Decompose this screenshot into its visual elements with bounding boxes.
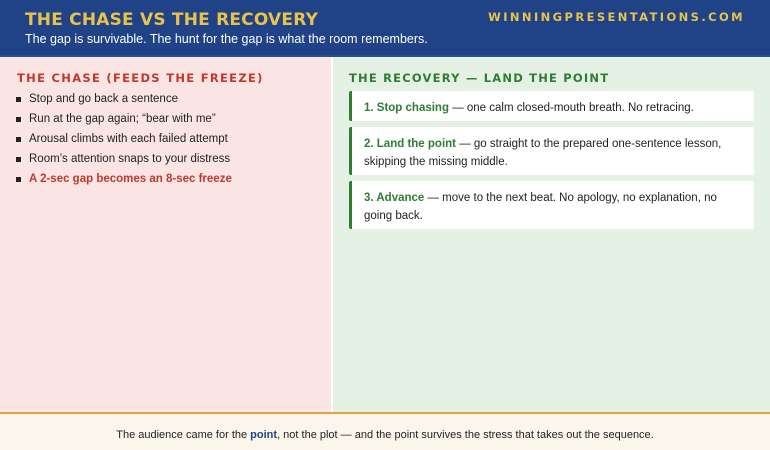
chase-item xyxy=(16,132,232,152)
step-label: 1. Stop chasing xyxy=(364,102,449,114)
brand-label: WINNINGPRESENTATIONS.COM xyxy=(488,10,745,24)
bullet-icon xyxy=(16,117,21,122)
footer-takeaway xyxy=(0,429,770,441)
chase-item xyxy=(16,152,232,172)
step-label: 3. Advance xyxy=(364,192,425,204)
header-banner xyxy=(0,0,770,57)
recovery-step-card xyxy=(349,127,754,175)
chase-list xyxy=(16,92,232,192)
recovery-heading: THE RECOVERY — LAND THE POINT xyxy=(349,71,610,85)
recovery-step-card xyxy=(349,181,754,229)
chase-item-text: Arousal climbs with each failed attempt xyxy=(29,133,228,145)
chase-item xyxy=(16,112,232,132)
bullet-icon xyxy=(16,157,21,162)
chase-heading: THE CHASE (FEEDS THE FREEZE) xyxy=(17,71,264,85)
step-text: — move to the next beat. No apology, no explanation, no going back. xyxy=(364,192,717,222)
chase-panel xyxy=(0,57,331,412)
page-subtitle: The gap is survivable. The hunt for the gap is what the room remembers. xyxy=(25,32,428,46)
footer-keyword: point xyxy=(250,429,278,441)
chase-item-text: Run at the gap again; “bear with me” xyxy=(29,113,216,125)
recovery-step-card xyxy=(349,91,754,121)
chase-item-emphasis xyxy=(16,172,232,192)
footer-text-after: , not the plot — and the point survives the stress that takes out the sequence. xyxy=(277,429,654,441)
step-text: — go straight to the prepared one-sentence lesson, skipping the missing middle. xyxy=(364,138,722,168)
page-title: THE CHASE VS THE RECOVERY xyxy=(25,10,319,30)
step-label: 2. Land the point xyxy=(364,138,456,150)
recovery-panel xyxy=(333,57,770,412)
chase-item-text: A 2-sec gap becomes an 8-sec freeze xyxy=(29,173,232,185)
chase-item-text: Room’s attention snaps to your distress xyxy=(29,153,231,165)
footer-bar xyxy=(0,412,770,450)
bullet-icon xyxy=(16,97,21,102)
bullet-icon xyxy=(16,177,21,182)
chase-item-text: Stop and go back a sentence xyxy=(29,93,178,105)
bullet-icon xyxy=(16,137,21,142)
chase-item xyxy=(16,92,232,112)
footer-text-before: The audience came for the xyxy=(116,429,251,441)
step-text: — one calm closed-mouth breath. No retracing. xyxy=(449,102,694,114)
